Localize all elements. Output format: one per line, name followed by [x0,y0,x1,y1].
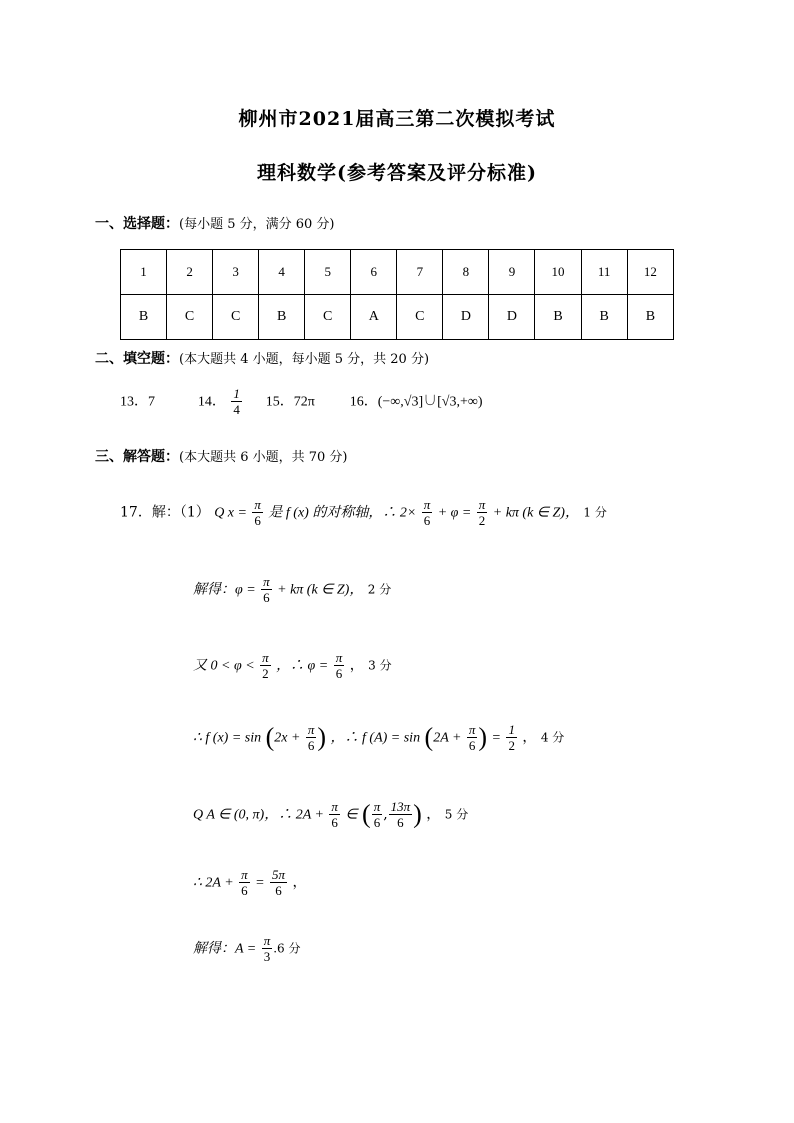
section-fill-in [95,348,429,368]
section-multiple-choice [95,213,335,233]
table-cell: C [167,295,213,340]
table-cell: 12 [627,250,673,295]
solution-line-7: 解得：A = $\frac{\pi}{3}$ .6 分 [193,933,301,964]
table-cell: 8 [443,250,489,295]
table-cell: C [305,295,351,340]
score-label: 2 分 [367,582,392,597]
table-cell: B [259,295,305,340]
fraction: $\frac{\pi}{3}$ [263,933,271,964]
section-problems [95,446,348,466]
answer-14-label: 14． [197,394,226,410]
fraction: $\frac{1}{4}$ [233,386,240,417]
table-cell: 9 [489,250,535,295]
table-cell: 5 [305,250,351,295]
fraction: $\frac{\pi}{6}$ [468,722,476,753]
table-cell: 7 [397,250,443,295]
score-label: 1 分 [583,505,607,520]
fraction: $\frac{\pi}{6}$ [335,650,343,681]
table-cell: B [627,295,673,340]
fraction: $\frac{\pi}{6}$ [331,799,338,830]
table-cell: C [397,295,443,340]
section-heading: 二、填空题： [95,351,179,367]
fraction: $\frac{\pi}{6}$ [307,722,315,753]
fraction: $\frac{13\pi}{6}$ [390,799,411,830]
solution-line-5: Q A ∈ (0, π)，∴ 2A + $\frac{\pi}{6}$ ∈ ( $\frac{\pi}{6}$ , $\frac{13\pi}{6}$ ) ， 5 分 [193,799,469,830]
page-title: 柳州市2021届高三第二次模拟考试 [238,108,556,130]
table-cell: 2 [167,250,213,295]
fraction: $\frac{\pi}{6}$ [254,497,261,528]
fraction: $\frac{\pi}{6}$ [241,867,248,898]
table-cell: B [535,295,581,340]
solution-line-3: 又 0 < φ < $\frac{\pi}{2}$ ，∴ φ = $\frac{\pi}{6}$ ， 3 分 [193,650,392,681]
fraction: $\frac{\pi}{6}$ [423,497,431,528]
solution-line-1: 17．解：（1） Q x = $\frac{\pi}{6}$ 是 f (x) 的对称轴，∴ 2× $\frac{\pi}{6}$ + φ = $\frac{\pi}{2}$ + kπ (k ∈ Z)， 1 分 [120,497,607,528]
table-row-answers [121,295,674,340]
table-cell: 10 [535,250,581,295]
table-row-numbers [121,250,674,295]
table-cell: B [581,295,627,340]
fraction: $\frac{\pi}{6}$ [373,799,381,830]
table-cell: B [121,295,167,340]
solution-line-6: ∴ 2A + $\frac{\pi}{6}$ = $\frac{5\pi}{6}$ ， [193,867,307,898]
table-cell: 6 [351,250,397,295]
answer-15: 15．72π [265,394,315,410]
table-cell: 4 [259,250,305,295]
answer-13: 13．7 [120,394,155,410]
fraction: $\frac{1}{2}$ [508,722,515,753]
score-label: 3 分 [368,658,392,673]
section-heading: 三、解答题： [95,449,179,465]
table-cell: 11 [581,250,627,295]
fraction: $\frac{5\pi}{6}$ [271,867,285,898]
answer-table [120,249,674,340]
fraction: $\frac{\pi}{6}$ [263,574,270,605]
section-note: (每小题 5 分，满分 60 分) [179,217,335,232]
table-cell: 3 [213,250,259,295]
table-cell: A [351,295,397,340]
solution-line-2: 解得：φ = $\frac{\pi}{6}$ + kπ (k ∈ Z)， 2 分 [193,574,392,605]
score-label: 4 分 [540,730,565,745]
fill-answers [120,386,483,417]
fraction: $\frac{\pi}{2}$ [262,650,269,681]
table-cell: C [213,295,259,340]
fraction: $\frac{\pi}{2}$ [478,497,486,528]
answer-16: 16．(−∞,√3]∪[√3,+∞) [349,394,483,410]
section-heading: 一、选择题： [95,216,179,232]
score-label: 5 分 [444,807,469,822]
solution-line-4: ∴ f (x) = sin (2x + $\frac{\pi}{6}$ ) ，∴ f (A) = sin (2A + $\frac{\pi}{6}$ ) = $\frac{1}{2}$ ， 4 分 [193,722,565,753]
score-label: .6 分 [273,941,301,956]
problem-label: 17．解：（1） [120,504,210,521]
section-note: (本大题共 6 小题，共 70 分) [179,450,348,465]
section-note: (本大题共 4 小题，每小题 5 分，共 20 分) [179,352,430,367]
table-cell: D [443,295,489,340]
table-cell: 1 [121,250,167,295]
table-cell: D [489,295,535,340]
page-subtitle: 理科数学(参考答案及评分标准) [257,162,537,184]
